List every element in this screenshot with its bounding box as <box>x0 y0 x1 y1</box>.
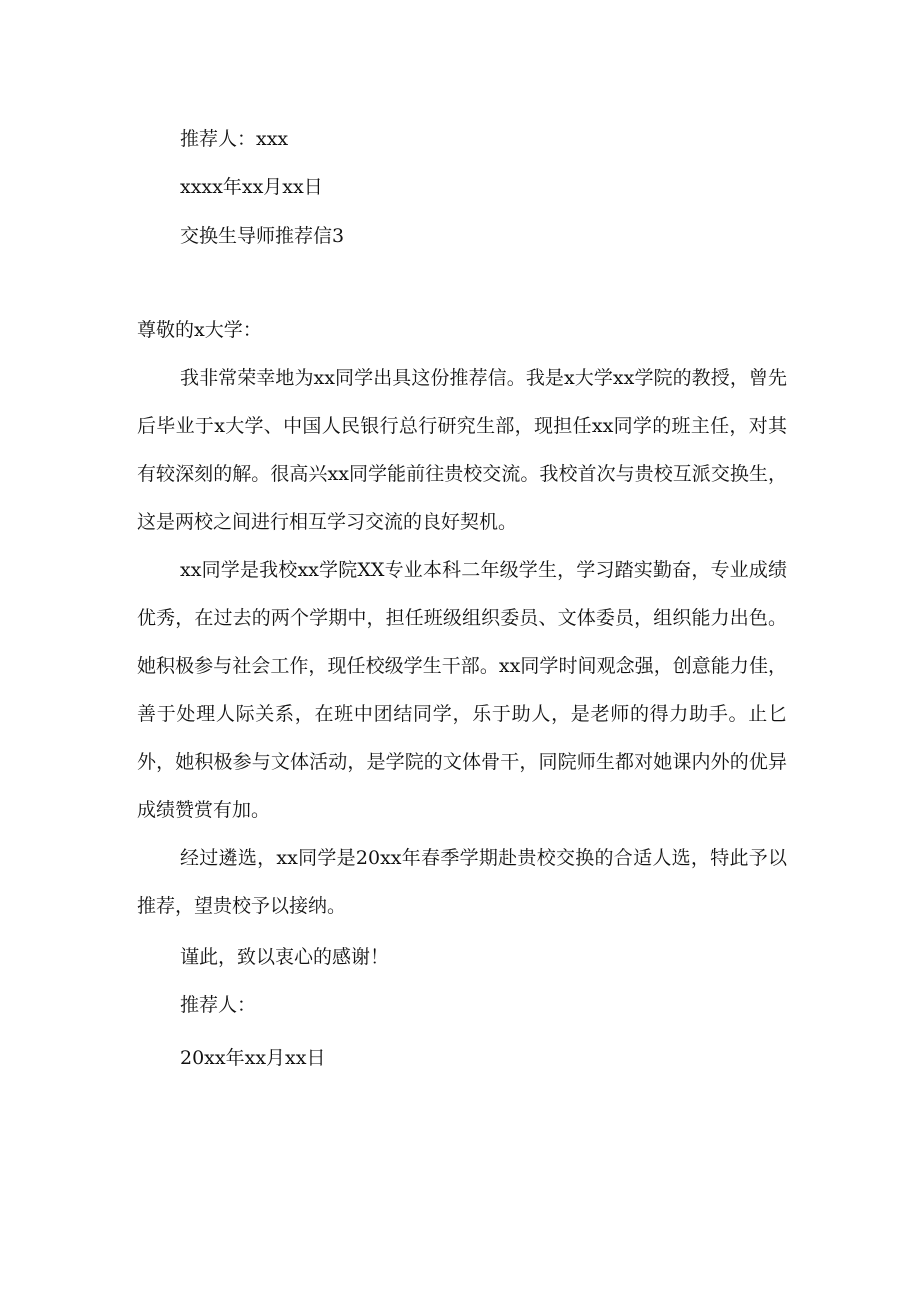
body-paragraph-2: xx同学是我校xx学院XX专业本科二年级学生，学习踏实勤奋，专业成绩优秀，在过去的两个学期中，担任班级组织委员、文体委员，组织能力出色。她积极参与社会工作，现任校级学生干部。xx同学时间观念强，创意能力佳，善于处理人际关系，在班中团结同学，乐于助人，是老师的得力助手。止匕外，她积极参与文体活动，是学院的文体骨干，同院师生都对她课内外的优异成绩赞赏有加。 <box>137 559 787 821</box>
closing-line: 谨此，致以衷心的感谢！ <box>180 946 390 968</box>
body-paragraph-1: 我非常荣幸地为xx同学出具这份推荐信。我是x大学xx学院的教授，曾先后毕业于x大学、中国人民银行总行研究生部，现担任xx同学的班主任，对其有较深刻的解。很高兴xx同学能前往贵校交流。我校首次与贵校互派交换生，这是两校之间进行相互学习交流的良好契机。 <box>137 367 787 533</box>
letter-title: 交换生导师推荐信3 <box>180 225 345 247</box>
signature-date: 20xx年xx月xx日 <box>180 1047 326 1069</box>
recommender-line: 推荐人：xxx <box>180 128 289 150</box>
signature-line: 推荐人： <box>180 994 257 1016</box>
date-line: xxxx年xx月xx日 <box>180 176 323 198</box>
body-paragraph-3: 经过遴选，xx同学是20xx年春季学期赴贵校交换的合适人选，特此予以推荐，望贵校予以接纳。 <box>137 847 787 917</box>
salutation: 尊敬的x大学： <box>137 319 262 341</box>
